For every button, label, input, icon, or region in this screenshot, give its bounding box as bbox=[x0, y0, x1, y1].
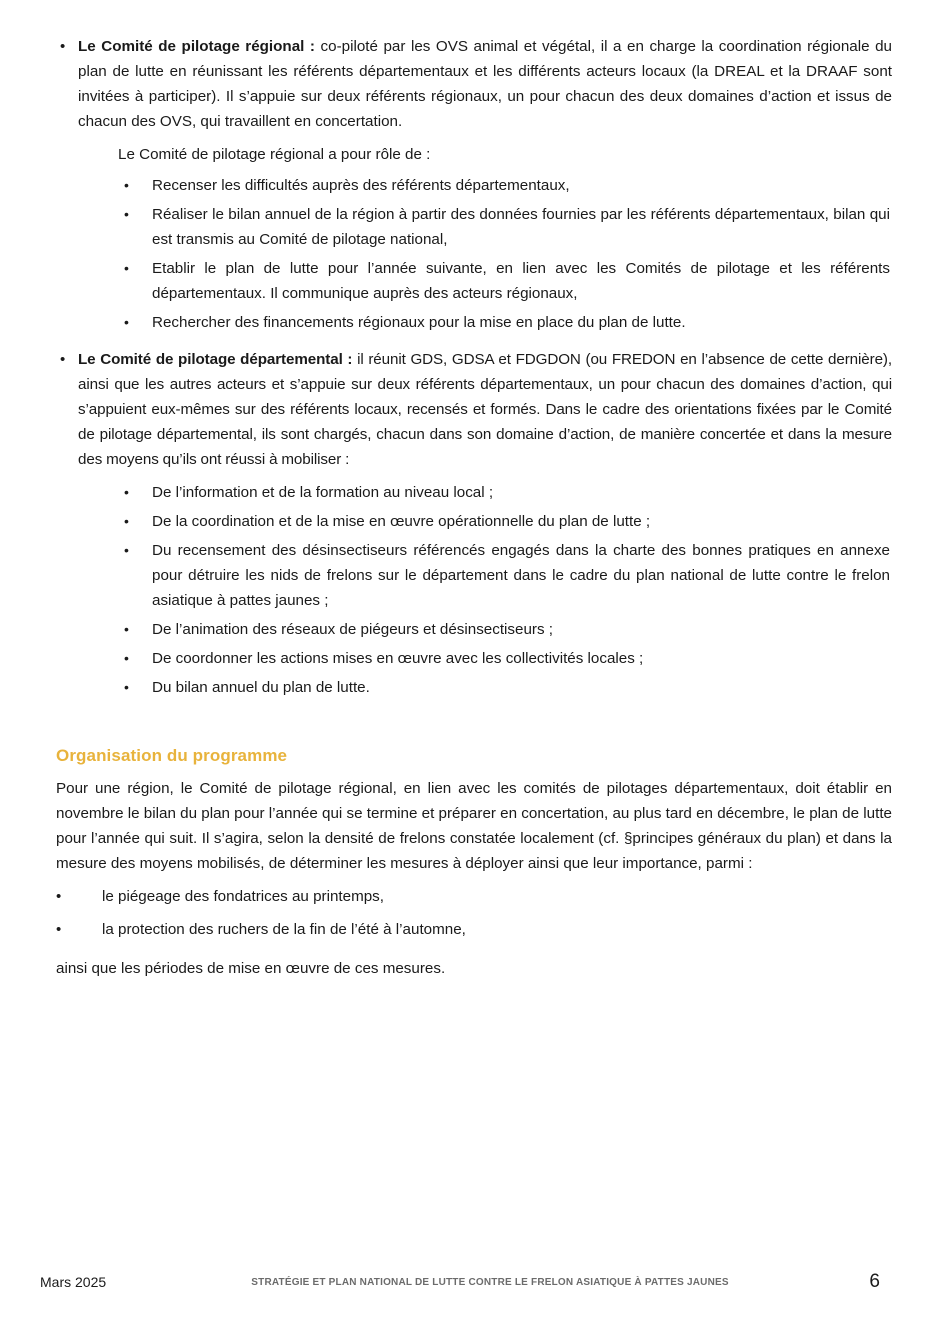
list-item-label: Le Comité de pilotage départemental : bbox=[78, 351, 353, 368]
bullet-glyph: • bbox=[60, 351, 66, 368]
bullet-glyph: • bbox=[124, 621, 129, 637]
bullet-glyph: • bbox=[124, 484, 129, 500]
bullet-glyph: • bbox=[124, 314, 129, 330]
list-item bbox=[52, 538, 892, 613]
list-item bbox=[52, 509, 892, 534]
list-item-text bbox=[78, 347, 892, 472]
bullet-glyph: • bbox=[56, 888, 62, 905]
bullet-glyph: • bbox=[60, 38, 66, 55]
bullet-glyph: • bbox=[124, 177, 129, 193]
list-item-text: De la coordination et de la mise en œuvre opérationnelle du plan de lutte ; bbox=[152, 513, 651, 530]
sublist-intro: Le Comité de pilotage régional a pour rôle de : bbox=[118, 146, 431, 163]
list-item-text bbox=[78, 34, 892, 134]
footer-title: STRATÉGIE ET PLAN NATIONAL DE LUTTE CONTRE LE FRELON ASIATIQUE À PATTES JAUNES bbox=[251, 1276, 729, 1288]
bullet-glyph: • bbox=[124, 542, 129, 558]
list-item bbox=[56, 917, 892, 942]
footer-date: Mars 2025 bbox=[40, 1274, 107, 1290]
list-item-text: De coordonner les actions mises en œuvre avec les collectivités locales ; bbox=[152, 650, 644, 667]
section-heading: Organisation du programme bbox=[56, 746, 288, 765]
bullet-glyph: • bbox=[124, 679, 129, 695]
list-item-text: De l’information et de la formation au niveau local ; bbox=[152, 484, 494, 501]
list-item bbox=[52, 34, 892, 134]
list-item-body: co-piloté par les OVS animal et végétal, il a en charge la coordination régionale du plan de lutte en réunissant les référents départementaux et les différents acteurs locaux (la DREAL et la DRAAF sont invitées à participer). Il s’appuie sur deux référents régionaux, un pour chacun des deux domaines d’action et issus de chacun des OVS, qui travaillent en concertation. bbox=[78, 38, 892, 130]
list-item-label: Le Comité de pilotage régional : bbox=[78, 38, 315, 55]
list-item bbox=[52, 480, 892, 505]
list-item-text: le piégeage des fondatrices au printemps, bbox=[102, 888, 384, 905]
list-item-text: la protection des ruchers de la fin de l’été à l’automne, bbox=[102, 921, 466, 938]
list-item-text: De l’animation des réseaux de piégeurs et désinsectiseurs ; bbox=[152, 621, 554, 638]
list-item bbox=[52, 173, 892, 198]
list-item bbox=[52, 646, 892, 671]
page-footer bbox=[0, 1262, 944, 1302]
bullet-glyph: • bbox=[56, 921, 62, 938]
list-item bbox=[52, 256, 892, 306]
bullet-glyph: • bbox=[124, 206, 129, 222]
bullet-glyph: • bbox=[124, 513, 129, 529]
list-item-text: Du bilan annuel du plan de lutte. bbox=[152, 679, 370, 696]
list-item-body: il réunit GDS, GDSA et FDGDON (ou FREDON en l’absence de cette dernière), ainsi que les autres acteurs et s’appuie sur deux référents départementaux, un pour chacun des domaines d’action, qui s’appuient eux-mêmes sur des référents locaux, recensés et formés. Dans le cadre des orientations fixées par le Comité de pilotage départemental, ils sont chargés, chacun dans son domaine d’action, de manière concertée et dans la mesure des moyens qu’ils ont réussi à mobiliser : bbox=[78, 351, 893, 468]
list-item bbox=[56, 884, 892, 909]
list-item bbox=[52, 617, 892, 642]
list-item-text: Réaliser le bilan annuel de la région à partir des données fournies par les référents départementaux, bilan qui est transmis au Comité de pilotage national, bbox=[152, 206, 890, 248]
list-item bbox=[52, 675, 892, 700]
list-item-text: Rechercher des financements régionaux pour la mise en place du plan de lutte. bbox=[152, 314, 686, 331]
bullet-glyph: • bbox=[124, 260, 129, 276]
list-item-text: Recenser les difficultés auprès des référents départementaux, bbox=[152, 177, 570, 194]
section-paragraph: Pour une région, le Comité de pilotage régional, en lien avec les comités de pilotages départementaux, doit établir en novembre le bilan du plan pour l’année qui se termine et préparer en concertation, au plus tard en décembre, le plan de lutte pour l’année qui suit. Il s’agira, selon la densité de frelons constatée localement (cf. §principes généraux du plan) et dans la mesure des moyens mobilisés, de déterminer les mesures à déployer ainsi que leur importance, parmi : bbox=[56, 780, 892, 872]
bullet-glyph: • bbox=[124, 650, 129, 666]
list-item bbox=[52, 202, 892, 252]
list-item bbox=[52, 347, 892, 472]
list-item-text: Etablir le plan de lutte pour l’année suivante, en lien avec les Comités de pilotage et les référents départementaux. Il communique auprès des acteurs régionaux, bbox=[152, 260, 890, 302]
list-item bbox=[52, 310, 892, 335]
section-closing: ainsi que les périodes de mise en œuvre de ces mesures. bbox=[56, 960, 446, 977]
list-item-text: Du recensement des désinsectiseurs référencés engagés dans la charte des bonnes pratiques en annexe pour détruire les nids de frelons sur le département dans le cadre du plan national de lutte contre le frelon asiatique à pattes jaunes ; bbox=[152, 542, 890, 609]
page-number: 6 bbox=[869, 1271, 880, 1292]
